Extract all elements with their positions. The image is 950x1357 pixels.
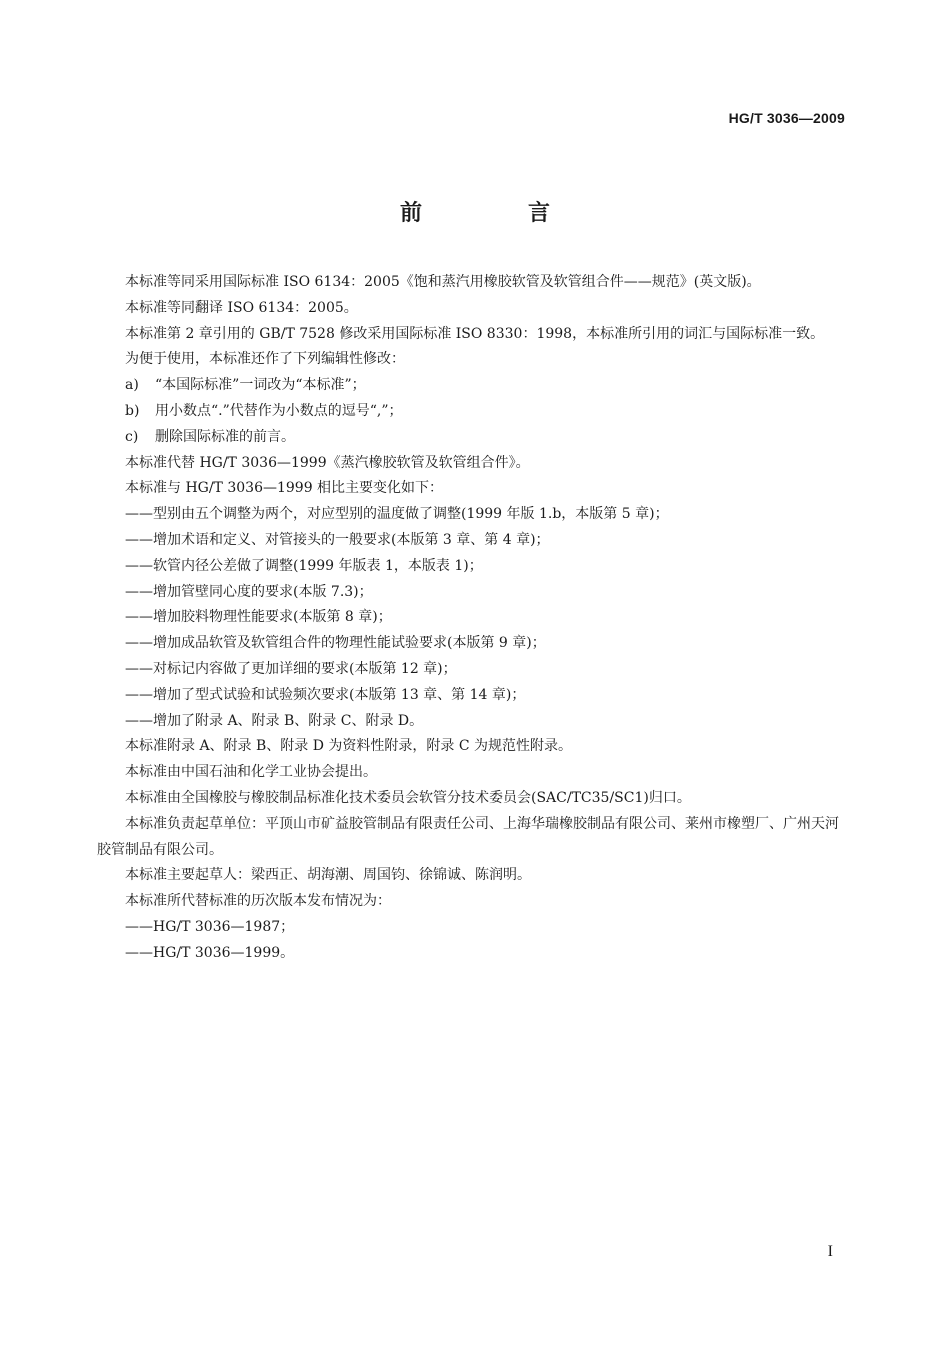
list-item: ——型别由五个调整为两个，对应型别的温度做了调整(1999 年版 1.b，本版第 5 章)； [125,506,669,523]
editorial-change-list [97,373,847,450]
paragraph-drafting-units: 本标准负责起草单位：平顶山市矿益胶管制品有限责任公司、上海华瑞橡胶制品有限公司、莱州市橡塑厂、广州天河胶管制品有限公司。 [97,815,839,858]
list-item-label: b) [125,402,140,419]
paragraph-replaces: 本标准代替 HG/T 3036—1999《蒸汽橡胶软管及软管组合件》。 [125,454,530,471]
paragraph-adoption: 本标准等同采用国际标准 ISO 6134：2005《饱和蒸汽用橡胶软管及软管组合件——规范》(英文版)。 [125,274,761,290]
list-item: ——HG/T 3036—1987； [125,918,295,935]
list-item [97,425,847,451]
list-item [97,399,847,425]
paragraph-changes-intro: 本标准与 HG/T 3036—1999 相比主要变化如下： [125,480,444,497]
list-item-label: c) [125,428,139,445]
list-item: ——增加术语和定义、对管接头的一般要求(本版第 3 章、第 4 章)； [125,531,550,548]
paragraph-annexes: 本标准附录 A、附录 B、附录 D 为资料性附录，附录 C 为规范性附录。 [125,738,573,755]
list-item-text: “本国际标准”一词改为“本标准”； [155,377,366,394]
list-item-text: 用小数点“.”代替作为小数点的逗号“,”； [155,402,403,419]
list-item-label: a) [125,377,139,394]
list-item: ——HG/T 3036—1999。 [125,944,295,961]
paragraph-drafters: 本标准主要起草人：梁西正、胡海潮、周国钧、徐锦诚、陈润明。 [125,867,531,884]
paragraph-reference: 本标准第 2 章引用的 GB/T 7528 修改采用国际标准 ISO 8330：1998，本标准所引用的词汇与国际标准一致。 [125,325,825,342]
page-title: 前 言 [399,201,592,226]
list-item: ——增加胶料物理性能要求(本版第 8 章)； [125,609,392,626]
paragraph-translation: 本标准等同翻译 ISO 6134：2005。 [125,299,358,316]
list-item [97,373,847,399]
standard-code: HG/T 3036—2009 [728,110,845,126]
list-item: ——对标记内容做了更加详细的要求(本版第 12 章)； [125,660,457,677]
foreword-body [97,270,847,967]
list-item: ——软管内径公差做了调整(1999 年版表 1，本版表 1)； [125,557,483,574]
list-item: ——增加管壁同心度的要求(本版 7.3)； [125,583,373,600]
list-item-text: 删除国际标准的前言。 [155,428,295,445]
previous-edition-list [97,915,847,967]
list-item: ——增加了附录 A、附录 B、附录 C、附录 D。 [125,712,424,729]
main-change-list [97,502,847,734]
paragraph-committee: 本标准由全国橡胶与橡胶制品标准化技术委员会软管分技术委员会(SAC/TC35/SC1)归口。 [125,789,691,806]
paragraph-editions-intro: 本标准所代替标准的历次版本发布情况为： [125,893,391,910]
paragraph-proposer: 本标准由中国石油和化学工业协会提出。 [125,764,377,781]
list-item: ——增加成品软管及软管组合件的物理性能试验要求(本版第 9 章)； [125,635,546,652]
list-item: ——增加了型式试验和试验频次要求(本版第 13 章、第 14 章)； [125,686,526,703]
paragraph-editorial-intro: 为便于使用，本标准还作了下列编辑性修改： [125,351,405,368]
page-number: I [827,1243,833,1260]
